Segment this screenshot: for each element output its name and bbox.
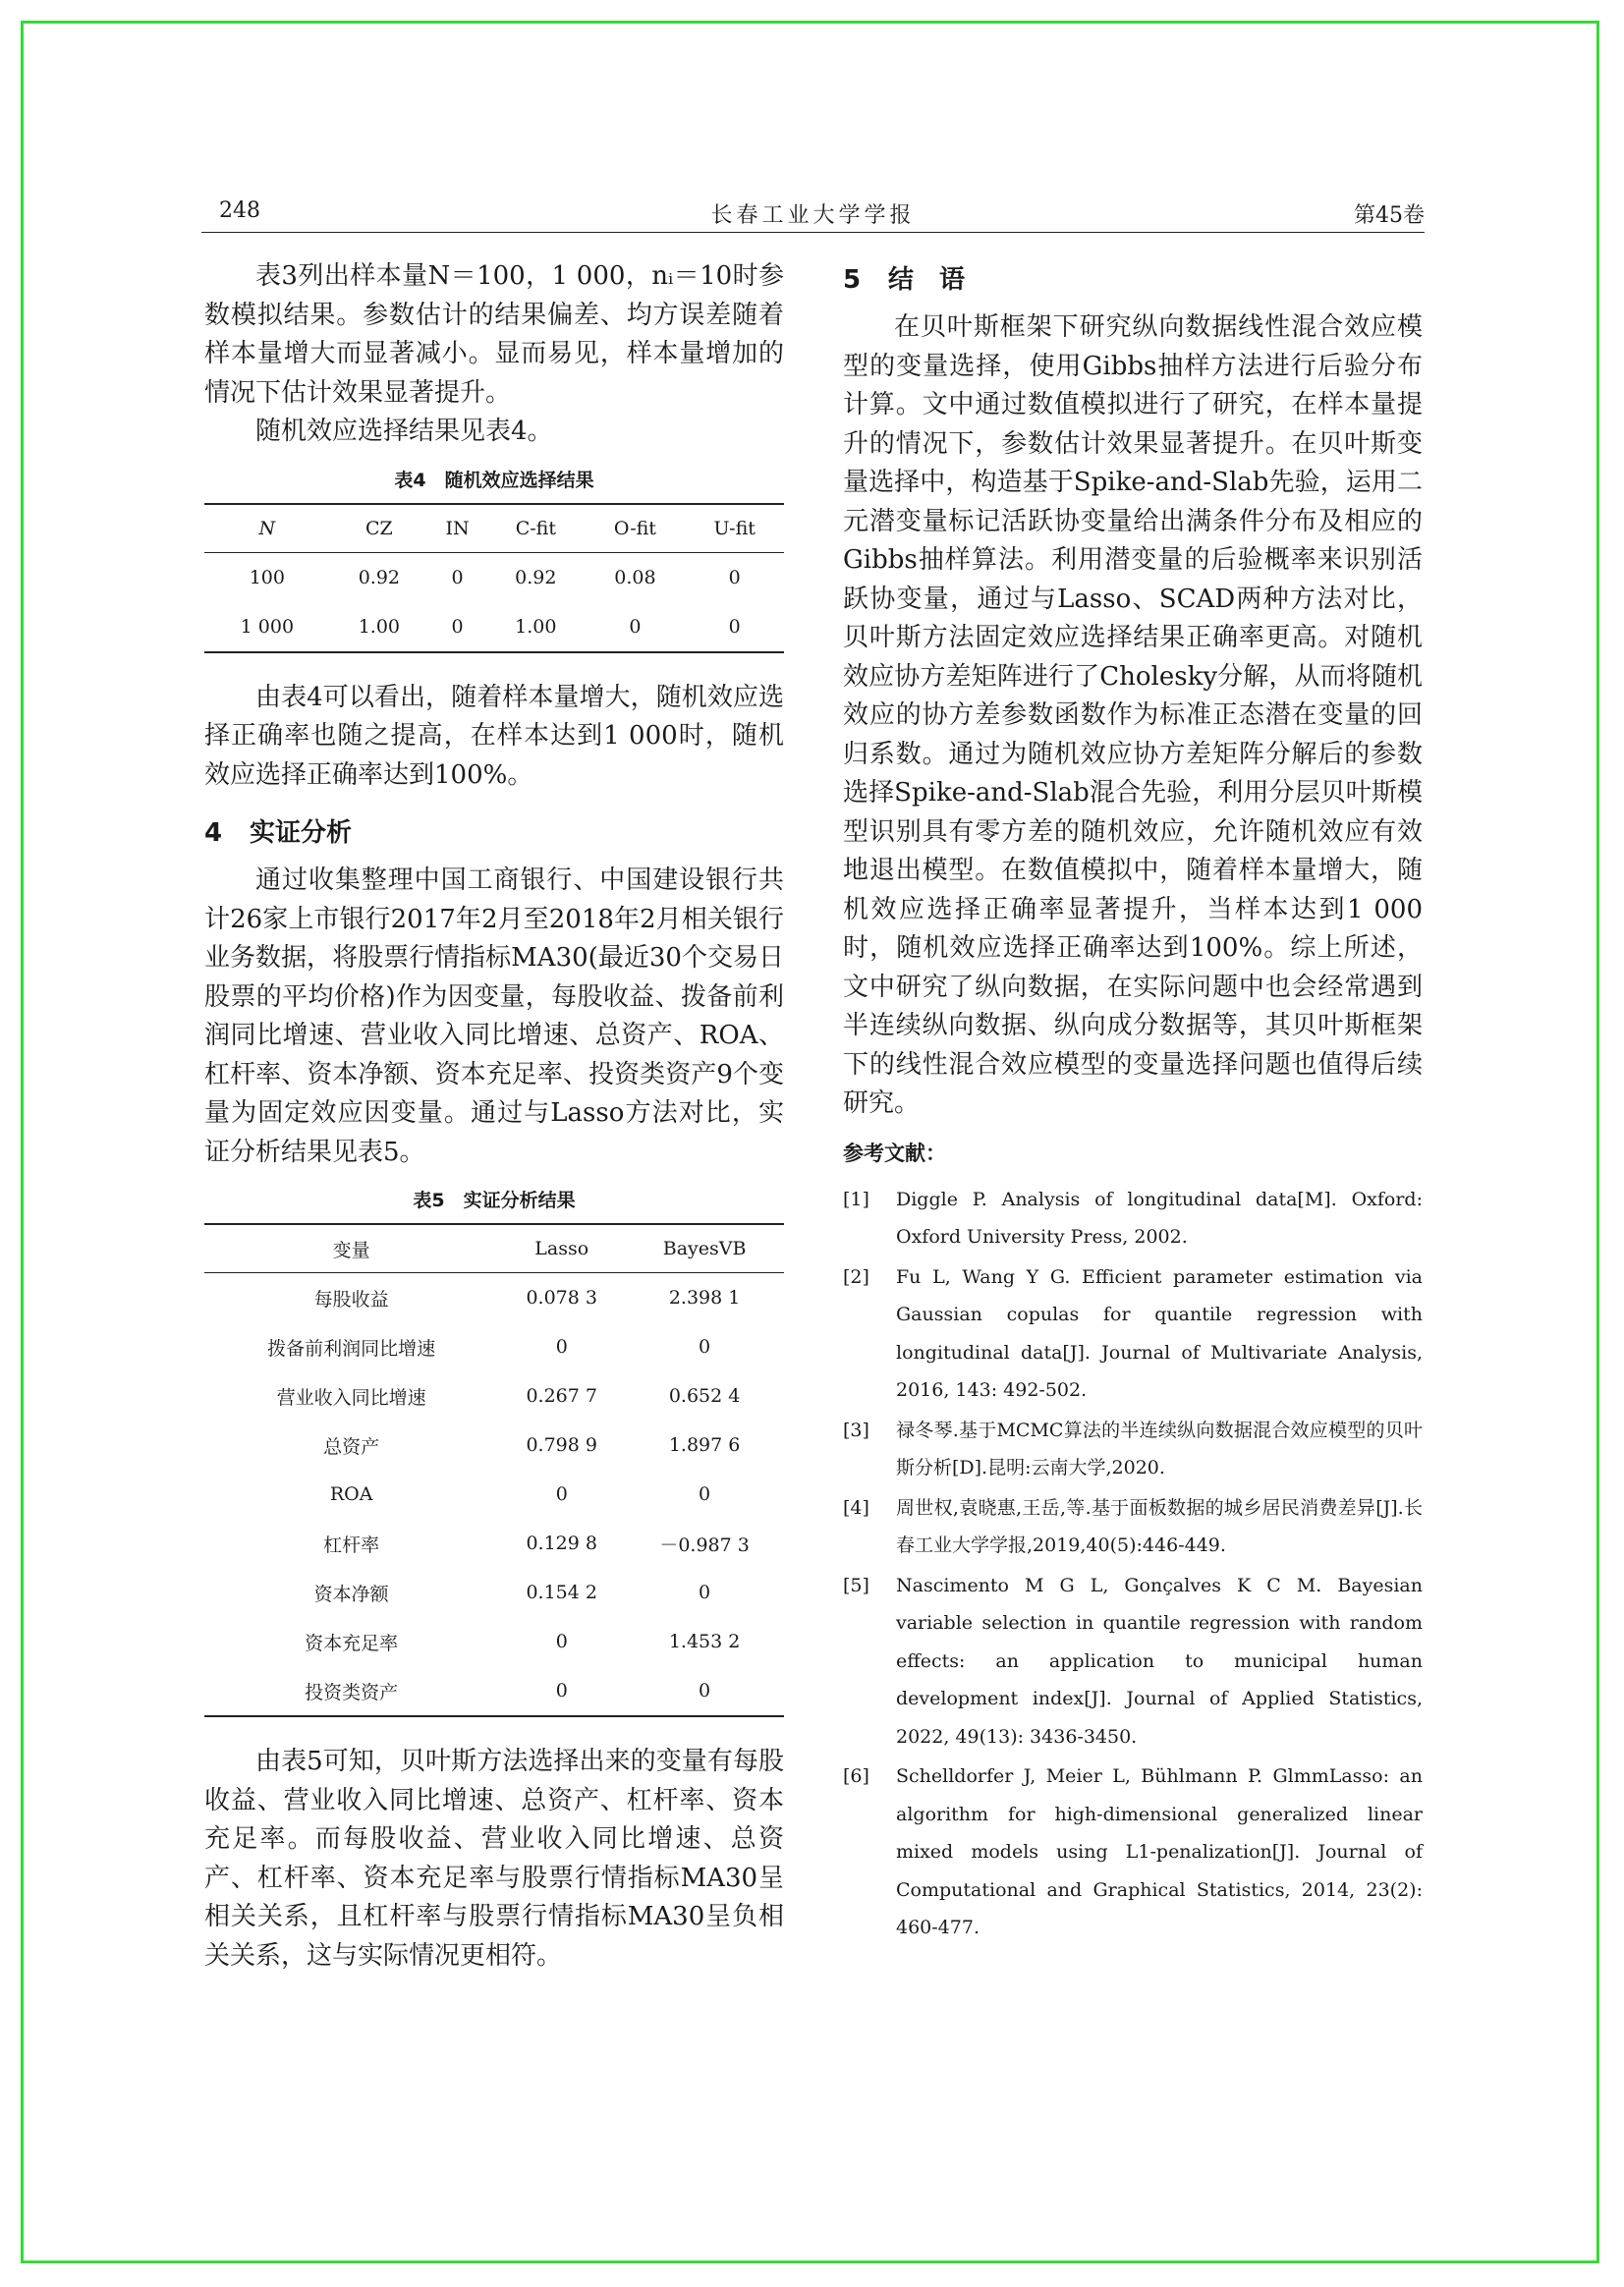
table-header-row	[204, 1224, 784, 1273]
table-cell: 0.08	[614, 566, 656, 588]
section-number: 4	[204, 818, 223, 848]
table-cell: 资本充足率	[305, 1632, 399, 1654]
reference-item	[843, 1258, 1423, 1410]
reference-number: [4]	[843, 1496, 869, 1519]
table-cell: 0	[451, 566, 464, 588]
header-cell: CZ	[330, 504, 428, 553]
header-cell: BayesVB	[625, 1224, 784, 1273]
table-row	[204, 1568, 784, 1617]
table-cell: 0	[728, 615, 741, 638]
paragraph: 在贝叶斯框架下研究纵向数据线性混合效应模型的变量选择，使用Gibbs抽样方法进行后验分布计算。文中通过数值模拟进行了研究，在样本量提升的情况下，参数估计效果显著提升。在贝叶斯变量选择中，构造基于Spike-and-Slab先验，运用二元潜变量标记活跃协变量给出满条件分布及相应的Gibbs抽样算法。利用潜变量的后验概率来识别活跃协变量，通过与Lasso、SCAD两种方法对比，贝叶斯方法固定效应选择结果正确率更高。对随机效应协方差矩阵进行了Cholesky分解，从而将随机效应的协方差参数函数作为标准正态潜在变量的回归系数。通过为随机效应协方差矩阵分解后的参数选择Spike-and-Slab混合先验，利用分层贝叶斯模型识别具有零方差的随机效应，允许随机效应有效地退出模型。在数值模拟中，随着样本量增大，随机效应选择正确率显著提升，当样本达到1 000时，随机效应选择正确率达到100%。综上所述，文中研究了纵向数据，在实际问题中也会经常遇到半连续纵向数据、纵向成分数据等，其贝叶斯框架下的线性混合效应模型的变量选择问题也值得后续研究。	[843, 312, 1423, 1118]
reference-text: Nascimento M G L, Gonçalves K C M. Bayesian variable selection in quantile regression with random effects: an application to municipal human development index[J]. Journal of Applied Statistics, 2022, 49(13): 3436-3450.	[896, 1574, 1423, 1748]
paragraph: 由表4可以看出，随着样本量增大，随机效应选择正确率也随之提高，在样本达到1 000时，随机效应选择正确率达到100%。	[204, 682, 784, 790]
paragraph: 随机效应选择结果见表4。	[255, 417, 553, 446]
reference-item	[843, 1181, 1423, 1256]
table-cell: 总资产	[323, 1435, 380, 1458]
table-cell: 每股收益	[313, 1288, 389, 1311]
table-cell: ROA	[329, 1483, 373, 1505]
table-cell: 营业收入同比增速	[276, 1386, 426, 1409]
table-cell: 0.652 4	[668, 1385, 741, 1407]
left-column	[204, 257, 784, 1976]
table-row	[204, 552, 784, 602]
table-row	[204, 1519, 784, 1568]
header-cell: C-fit	[486, 504, 585, 553]
table-cell: 1 000	[240, 615, 295, 638]
table-cell: 0	[699, 1582, 711, 1603]
reference-item	[843, 1757, 1423, 1947]
header-cell: IN	[428, 504, 486, 553]
table-cell: 0.154 2	[526, 1582, 597, 1603]
header-cell: Lasso	[498, 1224, 625, 1273]
table-caption: 表5 实证分析结果	[413, 1190, 576, 1211]
table-cell: 0	[555, 1680, 568, 1701]
reference-text: 禄冬琴.基于MCMC算法的半连续纵向数据混合效应模型的贝叶斯分析[D].昆明:云南大学,2020.	[896, 1419, 1423, 1478]
table-cell: 0	[728, 566, 741, 588]
reference-text: Schelldorfer J, Meier L, Bühlmann P. GlmmLasso: an algorithm for high-dimensional generalized linear mixed models using L1-penalization[J]. Journal of Computational and Graphical Statistics, 2014, 23(2): 460-477.	[896, 1765, 1423, 1938]
table-cell: 0.078 3	[526, 1287, 597, 1309]
table-4	[204, 503, 784, 653]
table-cell: 0	[555, 1483, 568, 1505]
reference-text: 周世权,袁晓惠,王岳,等.基于面板数据的城乡居民消费差异[J].长春工业大学学报,2019,40(5):446-449.	[896, 1496, 1423, 1556]
table-cell: 0.129 8	[526, 1533, 597, 1554]
header-cell: U-fit	[685, 504, 784, 553]
table-cell: 0	[699, 1483, 711, 1505]
reference-number: [5]	[843, 1574, 869, 1596]
table-cell: 0	[699, 1680, 711, 1701]
table-cell: 2.398 1	[668, 1287, 741, 1309]
paragraph: 由表5可知，贝叶斯方法选择出来的变量有每股收益、营业收入同比增速、总资产、杠杆率、资本充足率。而每股收益、营业收入同比增速、总资产、杠杆率、资本充足率与股票行情指标MA30呈相关关系，且杠杆率与股票行情指标MA30呈负相关关系，这与实际情况更相符。	[204, 1747, 784, 1971]
running-header	[201, 196, 1425, 233]
table-cell: 0	[555, 1336, 568, 1358]
section-heading	[843, 251, 1423, 308]
volume-label: 第45卷	[1354, 203, 1425, 228]
table-caption: 表4 随机效应选择结果	[394, 469, 594, 491]
section-number: 5	[843, 265, 862, 295]
table-cell: 0	[555, 1631, 568, 1652]
journal-title: 长春工业大学学报	[710, 203, 916, 228]
table-cell: 1.897 6	[668, 1434, 741, 1456]
table-cell: 1.00	[358, 615, 400, 638]
reference-item	[843, 1567, 1423, 1757]
section-title: 实证分析	[250, 818, 353, 848]
header-cell: O-fit	[585, 504, 685, 553]
reference-number: [2]	[843, 1265, 869, 1288]
table-row	[204, 602, 784, 652]
paragraph: 通过收集整理中国工商银行、中国建设银行共计26家上市银行2017年2月至2018年2月相关银行业务数据，将股票行情指标MA30(最近30个交易日股票的平均价格)作为因变量，每股收益、拨备前利润同比增速、营业收入同比增速、总资产、ROA、杠杆率、资本净额、资本充足率、投资类资产9个变量为固定效应因变量。通过与Lasso方法对比，实证分析结果见表5。	[204, 865, 784, 1167]
reference-item	[843, 1489, 1423, 1565]
table-cell: 1.00	[515, 615, 557, 638]
table-row	[204, 1273, 784, 1323]
table-cell: 投资类资产	[305, 1681, 399, 1703]
table-row	[204, 1617, 784, 1666]
table-cell: 拨备前利润同比增速	[267, 1337, 436, 1360]
table-cell: 100	[249, 566, 285, 588]
table-cell: 1.453 2	[668, 1631, 741, 1652]
table-cell: 0	[629, 615, 642, 638]
reference-text: Fu L, Wang Y G. Efficient parameter estimation via Gaussian copulas for quantile regression with longitudinal data[J]. Journal of Multivariate Analysis, 2016, 143: 492-502.	[896, 1265, 1423, 1401]
table-header-row	[204, 504, 784, 553]
table-cell: 资本净额	[313, 1583, 389, 1605]
reference-number: [3]	[843, 1419, 869, 1441]
table-row	[204, 1371, 784, 1421]
reference-item	[843, 1412, 1423, 1487]
table-row	[204, 1470, 784, 1519]
table-cell: 0.92	[358, 566, 400, 588]
table-cell: 0.267 7	[526, 1385, 597, 1407]
paragraph: 表3列出样本量N＝100，1 000，nᵢ＝10时参数模拟结果。参数估计的结果偏差、均方误差随着样本量增大而显著减小。显而易见，样本量增加的情况下估计效果显著提升。	[204, 261, 784, 408]
page-number: 248	[219, 198, 260, 223]
table-cell: 杠杆率	[323, 1534, 380, 1556]
header-cell: 变量	[204, 1224, 498, 1273]
section-heading	[204, 805, 784, 862]
reference-text: Diggle P. Analysis of longitudinal data[M]. Oxford: Oxford University Press, 2002.	[896, 1188, 1423, 1248]
reference-number: [1]	[843, 1188, 869, 1210]
table-5	[204, 1223, 784, 1717]
right-column	[843, 257, 1423, 1949]
table-cell: 0.798 9	[526, 1434, 597, 1456]
table-cell: －0.987 3	[659, 1534, 750, 1556]
section-title: 结 语	[888, 265, 966, 295]
references-title: 参考文献：	[843, 1141, 946, 1165]
table-cell: 0	[699, 1336, 711, 1358]
table-cell: 0.92	[515, 566, 557, 588]
reference-number: [6]	[843, 1765, 869, 1787]
table-row	[204, 1322, 784, 1371]
table-row	[204, 1666, 784, 1716]
table-cell: 0	[451, 615, 464, 638]
header-cell: N	[204, 504, 330, 553]
table-row	[204, 1421, 784, 1470]
